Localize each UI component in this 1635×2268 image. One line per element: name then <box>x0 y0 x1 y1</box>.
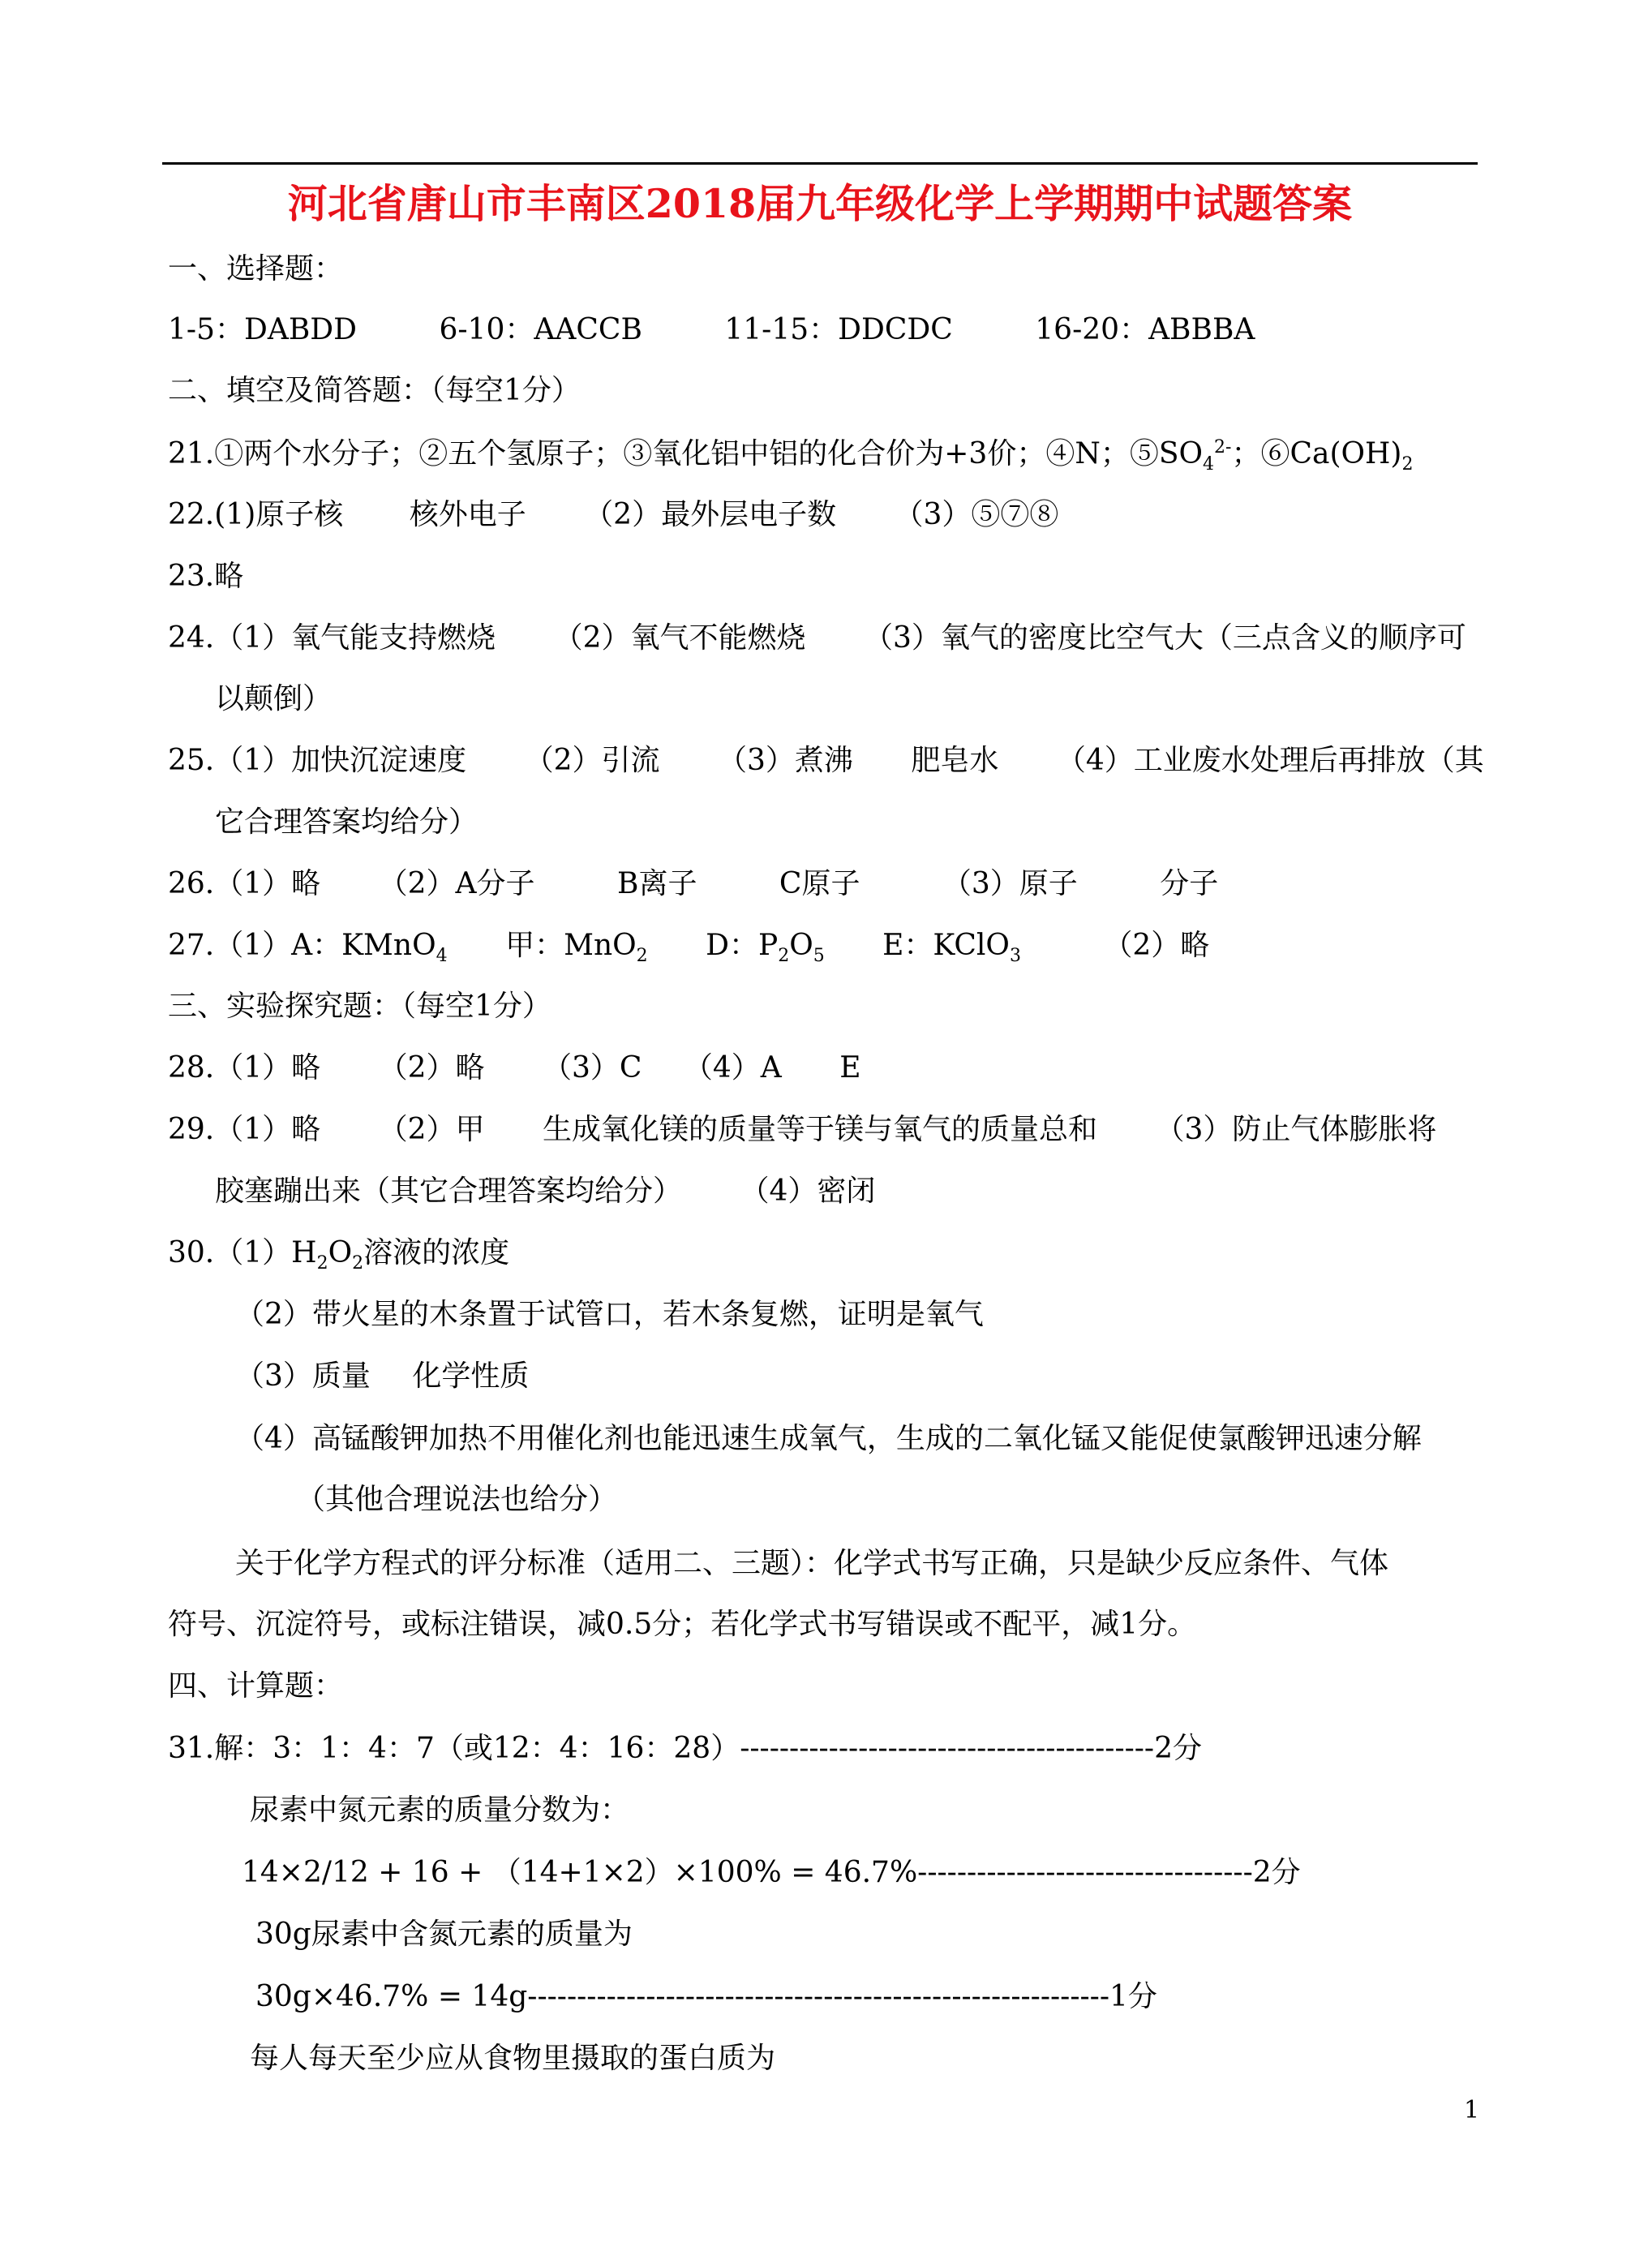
answer-31-a-dashes: ------------------------------------------ <box>740 1732 1155 1765</box>
answer-22 <box>168 497 1058 533</box>
answer-27-c-sub2: 5 <box>813 946 825 967</box>
answer-24 <box>168 621 1466 656</box>
answer-29-e: 胶塞蹦出来（其它合理答案均给分） <box>215 1175 683 1208</box>
choice-answers <box>168 312 1255 348</box>
top-rule <box>162 162 1478 165</box>
answer-31-e-score: 1分 <box>1109 1980 1157 2013</box>
section-heading-choice: 一、选择题： <box>168 252 344 286</box>
answer-28-d: （4）A <box>683 1051 782 1085</box>
answer-31-f: 每人每天至少应从食物里摄取的蛋白质为 <box>250 2042 776 2075</box>
answer-21-sub4: 4 <box>1203 454 1214 475</box>
answer-31-e <box>255 1979 1157 2015</box>
answer-27-b: 甲：MnO <box>505 929 637 962</box>
answer-31-a-score: 2分 <box>1154 1732 1202 1765</box>
answer-27-c-sub1: 2 <box>778 946 790 967</box>
answer-24-b: （2）氧气不能燃烧 <box>553 621 806 655</box>
choice-group-2: 6-10：AACCB <box>439 313 642 346</box>
answer-31-e-dashes: ----------------------------------------------------------- <box>527 1980 1109 2013</box>
answer-26-e: （3）原子 <box>942 867 1078 900</box>
answer-27-d-sub: 3 <box>1009 946 1021 967</box>
answer-25-b: （2）引流 <box>524 744 660 777</box>
answer-22-b: 核外电子 <box>409 498 526 531</box>
answer-29-d: （3）防止气体膨胀将 <box>1155 1113 1437 1146</box>
answer-22-d: （3）⑤⑦⑧ <box>894 498 1059 531</box>
answer-30-e: （其他合理说法也给分） <box>296 1483 618 1516</box>
answer-21-text-b: ；⑥Ca(OH) <box>1231 437 1402 470</box>
answer-28-b: （2）略 <box>378 1051 485 1085</box>
answer-31-c-score: 2分 <box>1252 1856 1301 1889</box>
choice-group-1: 1-5：DABDD <box>168 313 358 346</box>
answer-25-c: （3）煮沸 <box>717 744 853 777</box>
answer-25-e: （4）工业废水处理后再排放（其 <box>1056 744 1484 777</box>
page-title: 河北省唐山市丰南区2018届九年级化学上学期期中试题答案 <box>287 180 1353 227</box>
answer-28-a: 28.（1）略 <box>168 1051 321 1085</box>
answer-21 <box>168 436 1414 475</box>
answer-30-c2: 化学性质 <box>412 1360 530 1393</box>
answer-27-a-sub: 4 <box>436 946 448 967</box>
answer-27-a: 27.（1）A：KMnO <box>168 929 436 962</box>
answer-31-e-text: 30g×46.7% = 14g <box>255 1980 528 2013</box>
answer-31-c-dashes: ---------------------------------- <box>917 1856 1253 1889</box>
choice-group-4: 16-20：ABBBA <box>1035 313 1255 346</box>
answer-25-d: 肥皂水 <box>911 744 999 777</box>
answer-27-d: E：KClO <box>882 929 1010 962</box>
answer-30-c <box>235 1359 529 1394</box>
answer-26-b: （2）A分子 <box>378 867 535 900</box>
answer-24-cont: 以颠倒） <box>215 682 333 715</box>
answer-29-a: 29.（1）略 <box>168 1113 321 1146</box>
answer-30-a: 30.（1）H <box>168 1236 317 1269</box>
answer-29-c: 生成氧化镁的质量等于镁与氧气的质量总和 <box>542 1113 1097 1146</box>
answer-22-a: 22.(1)原子核 <box>168 498 344 531</box>
answer-24-a: 24.（1）氧气能支持燃烧 <box>168 621 496 655</box>
section-heading-fill: 二、填空及简答题：（每空1分） <box>168 374 581 407</box>
answer-26-f: 分子 <box>1160 867 1219 900</box>
answer-31-a-text: 31.解：3：1：4：7（或12：4：16：28） <box>168 1732 740 1765</box>
answer-29-b: （2）甲 <box>378 1113 485 1146</box>
answer-23: 23.略 <box>168 560 244 593</box>
answer-31-d: 30g尿素中含氮元素的质量为 <box>255 1918 633 1951</box>
answer-30-sub2: 2 <box>352 1253 364 1274</box>
answer-26-a: 26.（1）略 <box>168 867 321 900</box>
answer-29-cont <box>215 1174 875 1209</box>
answer-27 <box>168 928 1210 967</box>
answer-25 <box>168 743 1484 779</box>
answer-26-c: B离子 <box>616 867 697 900</box>
answer-26-d: C原子 <box>779 867 860 900</box>
answer-21-charge: 2- <box>1214 437 1232 457</box>
answer-21-sub2: 2 <box>1401 454 1414 475</box>
answer-27-c: D：P <box>706 929 779 962</box>
answer-31-a <box>168 1731 1202 1767</box>
answer-25-a: 25.（1）加快沉淀速度 <box>168 744 467 777</box>
answer-26 <box>168 866 1218 902</box>
answer-31-c <box>242 1855 1301 1891</box>
answer-31-b: 尿素中氮元素的质量分数为： <box>250 1793 630 1827</box>
answer-30-mid: O <box>328 1236 353 1269</box>
answer-27-b-sub: 2 <box>636 946 648 967</box>
answer-30-sub1: 2 <box>316 1253 328 1274</box>
choice-group-3: 11-15：DDCDC <box>724 313 953 346</box>
answer-29-f: （4）密闭 <box>740 1175 876 1208</box>
scoring-note-line1: 关于化学方程式的评分标准（适用二、三题）：化学式书写正确，只是缺少反应条件、气体 <box>235 1547 1389 1580</box>
answer-30-b: （2）带火星的木条置于试管口，若木条复燃，证明是氧气 <box>235 1298 984 1331</box>
answer-29 <box>168 1112 1436 1148</box>
answer-30-c1: （3）质量 <box>235 1360 371 1393</box>
section-heading-calc: 四、计算题： <box>168 1669 344 1703</box>
answer-22-c: （2）最外层电子数 <box>584 498 837 531</box>
answer-30-a2: 溶液的浓度 <box>363 1236 510 1269</box>
answer-30-d: （4）高锰酸钾加热不用催化剂也能迅速生成氧气，生成的二氧化锰又能促使氯酸钾迅速分解 <box>235 1422 1422 1455</box>
section-heading-experiment: 三、实验探究题：（每空1分） <box>168 990 551 1023</box>
answer-28 <box>168 1050 861 1086</box>
answer-27-e: （2）略 <box>1103 929 1210 962</box>
page-number: 1 <box>1464 2096 1480 2124</box>
answer-28-c: （3）C <box>542 1051 642 1085</box>
answer-31-c-text: 14×2/12 + 16 + （14+1×2）×100% = 46.7% <box>242 1856 918 1889</box>
answer-25-cont: 它合理答案均给分） <box>215 805 478 839</box>
scoring-note-line2: 符号、沉淀符号，或标注错误，减0.5分；若化学式书写错误或不配平，减1分。 <box>168 1608 1197 1641</box>
answer-27-c-mid: O <box>789 929 813 962</box>
answer-30 <box>168 1235 510 1274</box>
answer-21-text: 21.①两个水分子；②五个氢原子；③氧化铝中铝的化合价为+3价；④N；⑤SO <box>168 437 1203 470</box>
answer-28-e: E <box>839 1051 861 1085</box>
answer-24-c: （3）氧气的密度比空气大（三点含义的顺序可 <box>863 621 1466 655</box>
